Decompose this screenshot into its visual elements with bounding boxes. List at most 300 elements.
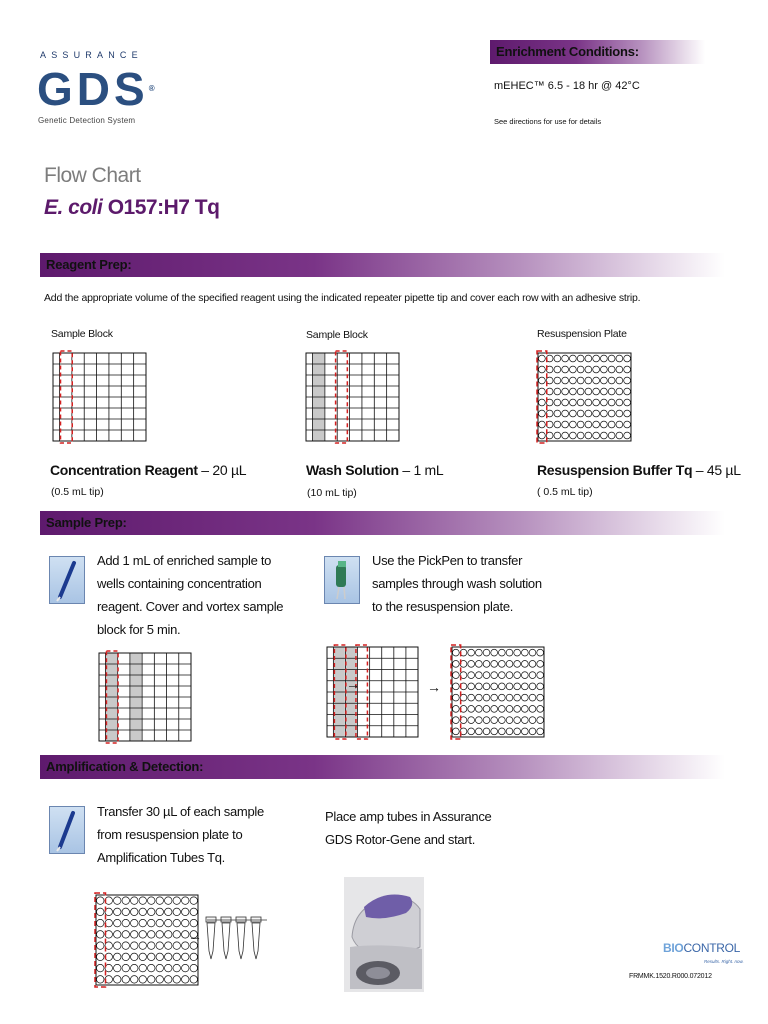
biocontrol-logo: [663, 941, 740, 955]
plate-well: [506, 649, 513, 656]
plate-well: [173, 964, 180, 971]
form-code: FRMMK.1520.R000.072012: [629, 973, 712, 980]
reagent-name-2: [306, 462, 443, 478]
plate-well: [506, 683, 513, 690]
plate-well: [452, 661, 459, 668]
plate-well: [97, 953, 104, 960]
plate-well: [554, 399, 561, 406]
plate-well: [538, 388, 545, 395]
plate-well: [585, 432, 592, 439]
plate-well: [131, 953, 138, 960]
amplification-heading: Amplification & Detection:: [46, 759, 204, 774]
plate-well: [538, 399, 545, 406]
plate-well: [600, 355, 607, 362]
plate-outline: [96, 895, 198, 985]
amp-step-1-line: Transfer 30 µL of each sample: [97, 804, 264, 819]
plate-well: [122, 964, 129, 971]
plate-well: [483, 728, 490, 735]
plate-well: [165, 931, 172, 938]
plate-well: [616, 355, 623, 362]
biocontrol-logo-part-b: CONTROL: [683, 941, 741, 955]
plate-well: [529, 706, 536, 713]
amp-tube: [207, 923, 215, 959]
plate-well: [139, 931, 146, 938]
plate-well: [468, 672, 475, 679]
rotor-gene-instrument-image: [344, 877, 424, 992]
plate-well: [131, 942, 138, 949]
plate-well: [554, 388, 561, 395]
plate-well: [491, 672, 498, 679]
plate-well: [537, 683, 544, 690]
plate-well: [624, 421, 631, 428]
plate-well: [624, 366, 631, 373]
plate-well: [190, 953, 197, 960]
plate-well: [498, 706, 505, 713]
plate-well: [139, 908, 146, 915]
plate-outline: [538, 353, 631, 441]
enrichment-heading: Enrichment Conditions:: [496, 44, 639, 59]
plate-well: [537, 672, 544, 679]
plate-well: [156, 897, 163, 904]
plate-well: [122, 931, 129, 938]
plate-well: [554, 432, 561, 439]
plate-well: [569, 421, 576, 428]
plate-well: [600, 388, 607, 395]
plate-well: [114, 953, 121, 960]
reagent-name-2-text: Wash Solution: [306, 462, 399, 478]
plate-well: [156, 976, 163, 983]
plate-well: [114, 942, 121, 949]
plate-well: [498, 649, 505, 656]
reagent-prep-heading: Reagent Prep:: [46, 257, 132, 272]
pipette-icon: [49, 556, 85, 604]
plate-well: [616, 421, 623, 428]
sample-step-2-line: to the resuspension plate.: [372, 599, 514, 614]
logo-registered-mark: ®: [148, 84, 159, 93]
reagent-caption-1: Sample Block: [51, 328, 113, 340]
plate-well: [537, 661, 544, 668]
plate-well: [562, 388, 569, 395]
plate-well: [537, 728, 544, 735]
plate-well: [483, 683, 490, 690]
tube-cap: [206, 917, 216, 922]
plate-well: [190, 908, 197, 915]
plate-well: [538, 355, 545, 362]
plate-well: [593, 399, 600, 406]
logo-gds-text: GDS: [37, 63, 149, 115]
plate-well: [506, 694, 513, 701]
plate-well: [114, 964, 121, 971]
plate-well: [600, 421, 607, 428]
reagent-prep-bar: [40, 253, 725, 277]
plate-well: [139, 919, 146, 926]
logo-assurance-text: ASSURANCE: [40, 50, 143, 60]
plate-well: [624, 355, 631, 362]
plate-well: [538, 377, 545, 384]
plate-well: [616, 388, 623, 395]
plate-well: [569, 399, 576, 406]
plate-well: [521, 672, 528, 679]
plate-well: [190, 897, 197, 904]
plate-well: [554, 366, 561, 373]
plate-well: [156, 964, 163, 971]
plate-well: [475, 717, 482, 724]
plate-well: [165, 919, 172, 926]
sample-step-1-text: [97, 549, 283, 641]
enrichment-note: See directions for use for details: [494, 117, 602, 126]
plate-well: [148, 919, 155, 926]
resuspension-plate-diagram-2: [450, 644, 546, 740]
plate-well: [475, 706, 482, 713]
plate-well: [562, 355, 569, 362]
plate-well: [139, 976, 146, 983]
plate-well: [498, 661, 505, 668]
plate-well: [569, 388, 576, 395]
plate-well: [514, 649, 521, 656]
plate-well: [114, 931, 121, 938]
arrow-icon: →: [346, 676, 360, 692]
reagent-prep-description: Add the appropriate volume of the specified reagent using the indicated repeater pipette tip and cover each row with an adhesive strip.: [44, 292, 641, 304]
plate-well: [562, 377, 569, 384]
plate-well: [554, 355, 561, 362]
plate-well: [491, 661, 498, 668]
plate-well: [122, 953, 129, 960]
plate-well: [529, 649, 536, 656]
plate-well: [514, 661, 521, 668]
plate-well: [190, 976, 197, 983]
pickpen-icon: [324, 556, 360, 604]
plate-well: [491, 728, 498, 735]
plate-well: [182, 953, 189, 960]
plate-well: [156, 931, 163, 938]
plate-well: [173, 919, 180, 926]
plate-well: [562, 399, 569, 406]
plate-well: [593, 388, 600, 395]
plate-well: [577, 388, 584, 395]
plate-well: [165, 897, 172, 904]
plate-well: [537, 694, 544, 701]
plate-well: [148, 908, 155, 915]
plate-well: [537, 717, 544, 724]
plate-well: [600, 432, 607, 439]
plate-well: [498, 672, 505, 679]
pipette-icon: [49, 806, 85, 854]
plate-well: [475, 661, 482, 668]
plate-well: [529, 683, 536, 690]
plate-well: [498, 728, 505, 735]
plate-well: [514, 694, 521, 701]
plate-well: [577, 377, 584, 384]
plate-well: [131, 976, 138, 983]
plate-well: [475, 694, 482, 701]
plate-well: [593, 377, 600, 384]
plate-well: [521, 706, 528, 713]
plate-well: [600, 366, 607, 373]
plate-well: [616, 410, 623, 417]
plate-well: [452, 649, 459, 656]
plate-well: [608, 377, 615, 384]
plate-well: [554, 377, 561, 384]
plate-well: [585, 410, 592, 417]
plate-well: [577, 366, 584, 373]
plate-well: [593, 432, 600, 439]
plate-well: [498, 717, 505, 724]
plate-well: [483, 672, 490, 679]
plate-well: [554, 421, 561, 428]
plate-well: [537, 706, 544, 713]
amp-step-1-line: from resuspension plate to: [97, 827, 243, 842]
plate-well: [569, 366, 576, 373]
plate-well: [468, 683, 475, 690]
plate-well: [148, 964, 155, 971]
plate-well: [122, 942, 129, 949]
plate-well: [148, 976, 155, 983]
reagent-tip-2: (10 mL tip): [307, 487, 357, 499]
plate-well: [468, 728, 475, 735]
sample-step-2-line: samples through wash solution: [372, 576, 542, 591]
plate-well: [491, 694, 498, 701]
plate-well: [616, 366, 623, 373]
plate-well: [173, 976, 180, 983]
plate-well: [585, 421, 592, 428]
plate-well: [173, 931, 180, 938]
organism-name: E. coli: [44, 196, 103, 219]
amp-step-1-text: [97, 800, 264, 869]
plate-well: [521, 683, 528, 690]
plate-well: [475, 672, 482, 679]
plate-well: [514, 706, 521, 713]
amp-step-1-line: Amplification Tubes Tq.: [97, 850, 225, 865]
plate-well: [569, 410, 576, 417]
reagent-amount-1: – 20 µL: [197, 462, 247, 478]
plate-well: [600, 399, 607, 406]
plate-well: [538, 410, 545, 417]
plate-well: [165, 976, 172, 983]
plate-well: [529, 728, 536, 735]
plate-well: [616, 432, 623, 439]
plate-well: [577, 421, 584, 428]
plate-well: [475, 728, 482, 735]
plate-well: [190, 964, 197, 971]
plate-well: [122, 919, 129, 926]
plate-well: [506, 661, 513, 668]
plate-well: [577, 355, 584, 362]
sample-step-1-line: wells containing concentration: [97, 576, 262, 591]
plate-well: [506, 706, 513, 713]
plate-well: [114, 919, 121, 926]
plate-well: [97, 942, 104, 949]
plate-well: [514, 717, 521, 724]
resuspension-plate-diagram-1: [535, 348, 635, 444]
plate-well: [491, 683, 498, 690]
plate-well: [114, 976, 121, 983]
plate-well: [593, 410, 600, 417]
plate-well: [593, 355, 600, 362]
plate-well: [156, 953, 163, 960]
plate-well: [165, 908, 172, 915]
plate-well: [562, 410, 569, 417]
plate-well: [521, 728, 528, 735]
amp-step-2-line: GDS Rotor-Gene and start.: [325, 832, 476, 847]
plate-well: [148, 931, 155, 938]
resuspension-plate-diagram-3: [93, 891, 201, 989]
plate-well: [616, 377, 623, 384]
plate-well: [514, 672, 521, 679]
plate-well: [114, 908, 121, 915]
plate-well: [593, 366, 600, 373]
plate-well: [452, 694, 459, 701]
plate-well: [468, 694, 475, 701]
plate-well: [156, 908, 163, 915]
plate-well: [468, 706, 475, 713]
strain-name: O157:H7 Tq: [107, 196, 220, 219]
plate-well: [131, 931, 138, 938]
amplification-bar: [40, 755, 725, 779]
plate-well: [608, 355, 615, 362]
logo-subtitle: Genetic Detection System: [38, 116, 136, 125]
plate-well: [182, 976, 189, 983]
sample-block-diagram-1: [50, 348, 150, 444]
plate-well: [468, 661, 475, 668]
plate-well: [585, 366, 592, 373]
reagent-amount-2: – 1 mL: [398, 462, 444, 478]
enrichment-condition: mEHEC™ 6.5 - 18 hr @ 42°C: [494, 80, 640, 92]
reagent-name-1-text: Concentration Reagent: [50, 462, 198, 478]
plate-well: [529, 717, 536, 724]
plate-well: [498, 683, 505, 690]
plate-well: [139, 953, 146, 960]
reagent-caption-2: Sample Block: [306, 329, 368, 341]
sample-step-1-line: reagent. Cover and vortex sample: [97, 599, 284, 614]
plate-well: [122, 976, 129, 983]
sample-block-diagram-3: [97, 648, 195, 744]
tube-cap: [221, 917, 231, 922]
plate-well: [156, 919, 163, 926]
plate-well: [506, 728, 513, 735]
plate-well: [538, 366, 545, 373]
plate-well: [468, 649, 475, 656]
plate-well: [538, 421, 545, 428]
plate-well: [600, 377, 607, 384]
plate-well: [506, 717, 513, 724]
plate-outline: [452, 647, 544, 737]
sample-step-2-text: [372, 549, 542, 618]
plate-well: [562, 366, 569, 373]
plate-well: [97, 931, 104, 938]
plate-well: [616, 399, 623, 406]
plate-well: [182, 919, 189, 926]
plate-well: [538, 432, 545, 439]
plate-well: [468, 717, 475, 724]
plate-well: [122, 897, 129, 904]
plate-well: [624, 432, 631, 439]
sample-step-2-line: Use the PickPen to transfer: [372, 553, 523, 568]
plate-well: [577, 432, 584, 439]
logo-gds: [37, 64, 159, 114]
reagent-caption-3: Resuspension Plate: [537, 328, 627, 340]
plate-well: [165, 964, 172, 971]
plate-well: [498, 694, 505, 701]
plate-well: [97, 908, 104, 915]
arrow-icon: →: [188, 928, 202, 944]
plate-well: [452, 728, 459, 735]
plate-well: [483, 694, 490, 701]
plate-well: [506, 672, 513, 679]
plate-well: [624, 388, 631, 395]
sample-prep-bar: [40, 511, 725, 535]
biocontrol-logo-part-a: BIO: [663, 941, 684, 955]
plate-well: [148, 897, 155, 904]
plate-well: [577, 399, 584, 406]
plate-well: [173, 942, 180, 949]
plate-well: [139, 964, 146, 971]
amp-tube: [252, 923, 260, 959]
plate-well: [452, 683, 459, 690]
plate-well: [173, 897, 180, 904]
highlight-column: [95, 893, 106, 987]
plate-well: [475, 683, 482, 690]
plate-well: [608, 366, 615, 373]
plate-well: [537, 649, 544, 656]
page-subtitle: [44, 196, 219, 220]
plate-well: [585, 377, 592, 384]
reagent-amount-3: – 45 µL: [692, 462, 741, 478]
reagent-tip-1: (0.5 mL tip): [51, 486, 104, 498]
plate-well: [182, 897, 189, 904]
plate-well: [165, 942, 172, 949]
plate-well: [577, 410, 584, 417]
plate-well: [114, 897, 121, 904]
plate-well: [148, 953, 155, 960]
amp-step-2-line: Place amp tubes in Assurance: [325, 809, 492, 824]
plate-well: [173, 953, 180, 960]
plate-well: [521, 649, 528, 656]
plate-well: [131, 897, 138, 904]
amplification-tubes-icon: [205, 913, 271, 963]
tube-cap: [236, 917, 246, 922]
sample-block-diagram-2: [304, 348, 404, 444]
plate-well: [608, 399, 615, 406]
plate-well: [562, 421, 569, 428]
plate-well: [529, 661, 536, 668]
plate-well: [562, 432, 569, 439]
reagent-name-3-text: Resuspension Buffer Tq: [537, 462, 693, 478]
plate-well: [624, 410, 631, 417]
plate-well: [608, 388, 615, 395]
reagent-name-3: [537, 462, 741, 478]
plate-well: [139, 897, 146, 904]
enrichment-heading-bar: [490, 40, 705, 64]
amp-tube: [222, 923, 230, 959]
plate-well: [491, 706, 498, 713]
plate-well: [97, 919, 104, 926]
sample-prep-heading: Sample Prep:: [46, 515, 127, 530]
plate-well: [569, 432, 576, 439]
plate-well: [475, 649, 482, 656]
plate-well: [182, 908, 189, 915]
plate-well: [521, 661, 528, 668]
amp-tube: [237, 923, 245, 959]
plate-well: [521, 717, 528, 724]
plate-well: [173, 908, 180, 915]
plate-well: [585, 399, 592, 406]
plate-well: [600, 410, 607, 417]
plate-well: [569, 377, 576, 384]
plate-well: [521, 694, 528, 701]
amp-step-2-text: [325, 805, 491, 851]
plate-well: [585, 355, 592, 362]
reagent-name-1: [50, 462, 246, 478]
